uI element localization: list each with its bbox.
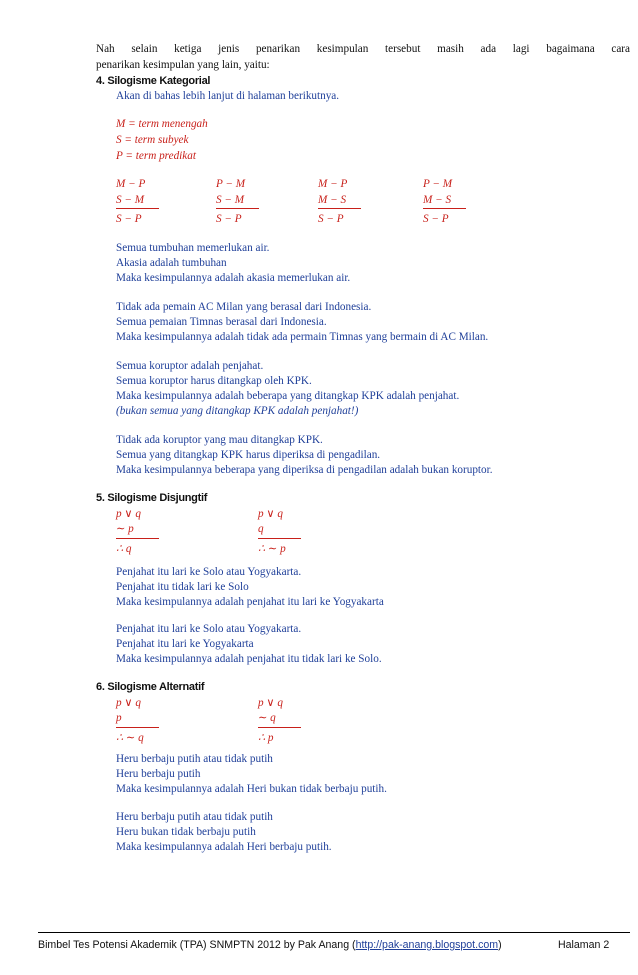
example-2-line-1: Tidak ada pemain AC Milan yang berasal dari Indonesia. xyxy=(116,301,372,313)
definition-m: M = term menengah xyxy=(116,118,208,130)
definition-p: P = term predikat xyxy=(116,150,196,162)
alternative-form-1-rule xyxy=(116,727,159,728)
example-2-line-2: Semua pemaian Timnas berasal dari Indonesia. xyxy=(116,316,327,328)
figure-2-premise-2: S − M xyxy=(216,194,245,206)
disjunctive-form-1-conclusion: ∴ q xyxy=(116,543,132,555)
alternative-example-2-line-1: Heru berbaju putih atau tidak putih xyxy=(116,811,273,823)
intro-line-2: penarikan kesimpulan yang lain, yaitu: xyxy=(96,59,270,71)
alternative-example-1-line-2: Heru berbaju putih xyxy=(116,768,201,780)
figure-3-rule xyxy=(318,208,361,209)
figure-1-premise-1: M − P xyxy=(116,178,146,190)
alternative-form-2-premise-2: ∼ q xyxy=(258,712,276,724)
alternative-example-2-line-2: Heru bukan tidak berbaju putih xyxy=(116,826,256,838)
alternative-form-1-conclusion: ∴ ∼ q xyxy=(116,732,144,744)
example-1-line-2: Akasia adalah tumbuhan xyxy=(116,257,227,269)
disjunctive-form-2-premise-1: p ∨ q xyxy=(258,508,283,520)
alternative-example-1-line-3: Maka kesimpulannya adalah Heri bukan tidak berbaju putih. xyxy=(116,783,387,795)
example-3-note: (bukan semua yang ditangkap KPK adalah penjahat!) xyxy=(116,405,359,417)
disjunctive-example-1-line-3: Maka kesimpulannya adalah penjahat itu lari ke Yogyakarta xyxy=(116,596,384,608)
footer-text xyxy=(38,938,502,952)
disjunctive-form-2-conclusion: ∴ ∼ p xyxy=(258,543,286,555)
example-3-line-1: Semua koruptor adalah penjahat. xyxy=(116,360,264,372)
footer-blog-link[interactable]: http://pak-anang.blogspot.com xyxy=(355,939,499,951)
example-1-line-3: Maka kesimpulannya adalah akasia memerlukan air. xyxy=(116,272,351,284)
example-4-line-1: Tidak ada koruptor yang mau ditangkap KPK. xyxy=(116,434,323,446)
disjunctive-form-1-rule xyxy=(116,538,159,539)
page-number: Halaman 2 xyxy=(558,939,610,951)
disjunctive-example-1-line-2: Penjahat itu tidak lari ke Solo xyxy=(116,581,249,593)
disjunctive-form-2-premise-2: q xyxy=(258,523,264,535)
figure-3-conclusion: S − P xyxy=(318,213,344,225)
footer-prefix: Bimbel Tes Potensi Akademik (TPA) SNMPTN 2012 by Pak Anang ( xyxy=(38,939,356,951)
example-3-line-3: Maka kesimpulannya adalah beberapa yang ditangkap KPK adalah penjahat. xyxy=(116,390,460,402)
alternative-form-2-premise-1: p ∨ q xyxy=(258,697,283,709)
section-4-note: Akan di bahas lebih lanjut di halaman berikutnya. xyxy=(116,90,340,102)
figure-2-premise-1: P − M xyxy=(216,178,246,190)
figure-1-premise-2: S − M xyxy=(116,194,145,206)
alternative-form-2-conclusion: ∴ p xyxy=(258,732,274,744)
figure-1-rule xyxy=(116,208,159,209)
definition-s: S = term subyek xyxy=(116,134,189,146)
example-2-line-3: Maka kesimpulannya adalah tidak ada permain Timnas yang bermain di AC Milan. xyxy=(116,331,489,343)
alternative-example-1-line-1: Heru berbaju putih atau tidak putih xyxy=(116,753,273,765)
disjunctive-example-2-line-2: Penjahat itu lari ke Yogyakarta xyxy=(116,638,254,650)
section-4-title: 4. Silogisme Kategorial xyxy=(96,75,211,87)
figure-1-conclusion: S − P xyxy=(116,213,142,225)
intro-line-1: Nah selain ketiga jenis penarikan kesimpulan tersebut masih ada lagi bagaimana cara xyxy=(96,43,630,55)
alternative-form-2-rule xyxy=(258,727,301,728)
figure-4-rule xyxy=(423,208,466,209)
example-3-line-2: Semua koruptor harus ditangkap oleh KPK. xyxy=(116,375,312,387)
disjunctive-example-1-line-1: Penjahat itu lari ke Solo atau Yogyakarta. xyxy=(116,566,302,578)
figure-4-premise-2: M − S xyxy=(423,194,452,206)
figure-4-conclusion: S − P xyxy=(423,213,449,225)
figure-4-premise-1: P − M xyxy=(423,178,453,190)
figure-3-premise-1: M − P xyxy=(318,178,348,190)
example-4-line-3: Maka kesimpulannya beberapa yang diperiksa di pengadilan adalah bukan koruptor. xyxy=(116,464,493,476)
section-5-title: 5. Silogisme Disjungtif xyxy=(96,492,208,504)
alternative-form-1-premise-2: p xyxy=(116,712,122,724)
alternative-example-2-line-3: Maka kesimpulannya adalah Heri berbaju putih. xyxy=(116,841,332,853)
disjunctive-example-2-line-3: Maka kesimpulannya adalah penjahat itu tidak lari ke Solo. xyxy=(116,653,382,665)
example-4-line-2: Semua yang ditangkap KPK harus diperiksa di pengadilan. xyxy=(116,449,381,461)
figure-2-conclusion: S − P xyxy=(216,213,242,225)
footer-divider xyxy=(38,932,630,933)
alternative-form-1-premise-1: p ∨ q xyxy=(116,697,141,709)
disjunctive-form-2-rule xyxy=(258,538,301,539)
figure-2-rule xyxy=(216,208,259,209)
example-1-line-1: Semua tumbuhan memerlukan air. xyxy=(116,242,270,254)
disjunctive-form-1-premise-2: ∼ p xyxy=(116,523,134,535)
figure-3-premise-2: M − S xyxy=(318,194,347,206)
section-6-title: 6. Silogisme Alternatif xyxy=(96,681,205,693)
disjunctive-example-2-line-1: Penjahat itu lari ke Solo atau Yogyakarta. xyxy=(116,623,302,635)
footer-suffix: ) xyxy=(498,939,502,951)
disjunctive-form-1-premise-1: p ∨ q xyxy=(116,508,141,520)
